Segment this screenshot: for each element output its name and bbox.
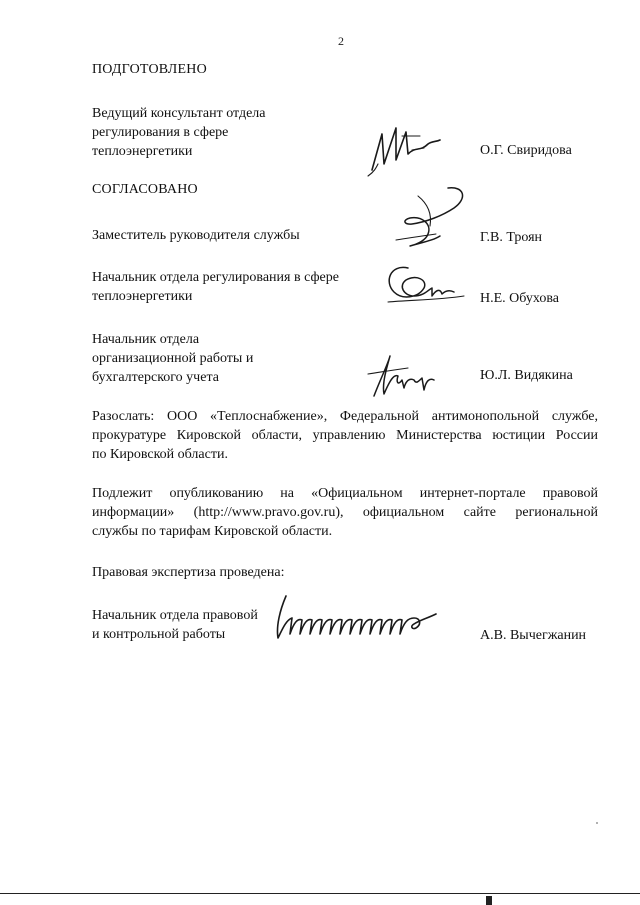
- agreed-heading: СОГЛАСОВАНО: [92, 182, 198, 197]
- position-line: Заместитель руководителя службы: [92, 228, 300, 243]
- prepared-heading: ПОДГОТОВЛЕНО: [92, 62, 207, 77]
- publication-paragraph: [92, 484, 598, 541]
- signatory-name: Н.Е. Обухова: [480, 291, 559, 306]
- distribution-line: по Кировской области.: [92, 447, 228, 462]
- legal-review-name: А.В. Вычегжанин: [480, 628, 587, 643]
- position-line: организационной работы и: [92, 351, 254, 366]
- position-line: регулирования в сфере: [92, 125, 229, 140]
- signature-sviridova: [362, 120, 444, 178]
- signatory-position: [92, 268, 382, 306]
- signatory-name: Ю.Л. Видякина: [480, 368, 573, 383]
- legal-review-statement: Правовая экспертиза проведена:: [92, 565, 285, 580]
- distribution-paragraph: [92, 407, 598, 464]
- signature-obukhova: [378, 260, 470, 310]
- signatory-position: [92, 330, 382, 387]
- position-line: Начальник отдела регулирования в сфере: [92, 270, 339, 285]
- distribution-line: прокуратуре Кировской области, управлению Министерства юстиции России: [92, 428, 598, 443]
- page-bottom-line: [0, 893, 640, 894]
- distribution-line: Разослать: ООО «Теплоснабжение», Федеральной антимонопольной службе,: [92, 409, 598, 424]
- position-line: и контрольной работы: [92, 627, 226, 642]
- position-line: Начальник отдела: [92, 332, 200, 347]
- publication-line: службы по тарифам Кировской области.: [92, 524, 333, 539]
- position-line: Начальник отдела правовой: [92, 608, 258, 623]
- publication-line: Подлежит опубликованию на «Официальном интернет-портале правовой: [92, 486, 598, 501]
- position-line: бухгалтерского учета: [92, 370, 219, 385]
- signatory-position: [92, 226, 382, 245]
- prepared-name: О.Г. Свиридова: [480, 143, 572, 158]
- signature-vidyakina: [364, 350, 444, 402]
- signature-vychegzhanin: [264, 590, 442, 646]
- prepared-position: [92, 104, 382, 161]
- scan-speck: [596, 822, 598, 824]
- position-line: теплоэнергетики: [92, 144, 193, 159]
- signature-troyan: [388, 184, 472, 254]
- page-number: 2: [338, 34, 344, 48]
- position-line: теплоэнергетики: [92, 289, 193, 304]
- publication-line: информации» (http://www.pravo.gov.ru), официальном сайте региональной: [92, 505, 598, 520]
- position-line: Ведущий консультант отдела: [92, 106, 266, 121]
- page-bottom-mark: [486, 896, 492, 905]
- signatory-name: Г.В. Троян: [480, 230, 543, 245]
